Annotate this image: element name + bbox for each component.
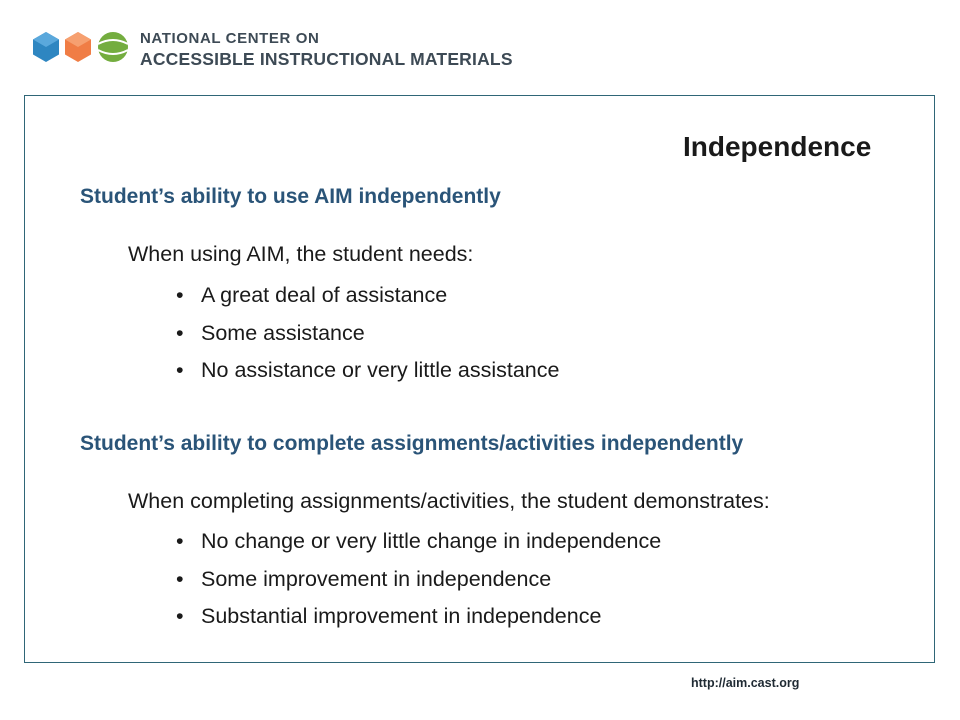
- section2-intro: When completing assignments/activities, the student demonstrates:: [128, 489, 770, 513]
- section1-intro: When using AIM, the student needs:: [128, 242, 474, 266]
- bullet-icon: •: [176, 529, 184, 553]
- footer-url-link[interactable]: http://aim.cast.org: [691, 676, 800, 690]
- section2-bullet-list: [176, 526, 661, 639]
- bullet-icon: •: [176, 566, 184, 591]
- slide-title: Independence: [683, 131, 872, 162]
- list-item: • No assistance or very little assistance: [176, 355, 559, 393]
- bullet-icon: •: [176, 358, 184, 382]
- logo-line-1: NATIONAL CENTER ON: [140, 30, 320, 47]
- list-item: • A great deal of assistance: [176, 280, 559, 318]
- bullet-icon: •: [176, 283, 184, 307]
- section1-bullet-list: [176, 280, 559, 393]
- list-item: • Substantial improvement in independence: [176, 601, 661, 639]
- bullet-icon: •: [176, 604, 184, 628]
- list-item: • No change or very little change in independence: [176, 526, 661, 564]
- list-item: • Some assistance: [176, 318, 559, 356]
- bullet-icon: •: [176, 320, 184, 345]
- green-globe-icon: [98, 32, 128, 62]
- organization-name: [140, 31, 520, 69]
- aim-logo-icon: [30, 24, 134, 74]
- logo-line-2: ACCESSIBLE INSTRUCTIONAL MATERIALS: [140, 49, 513, 69]
- list-item: • Some improvement in independence: [176, 564, 661, 602]
- section2-heading: Student’s ability to complete assignments/activities independently: [80, 432, 744, 455]
- section1-heading: Student’s ability to use AIM independently: [80, 185, 501, 208]
